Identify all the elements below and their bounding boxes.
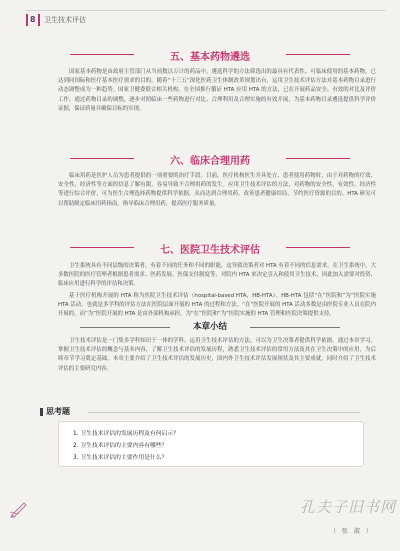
paragraph-essential-drugs: 国家基本药物是由政府主管部门从当前数以万计的药品中，遴选科学的方法筛选出的最具有代表性、可临床使用的基本药物，已达到同国际和医疗基本医疗需求的目的。随着“十三五”深化医药卫生体制改革规划出台，运用卫生技术评估方法对基本药物目录进行动态调整成为一种趋势。国家卫健委联合相关机构，在全国推行循证 HTA 应用 HTA 的方法，已在开展药品安全、有效的对比及评价工作，通过药物目录的调整，逐步对照临床一些药物进行对比、合理利用及合理实施的有效开展，为基本药物目录遴选提供科学评价证据，保证质量并确保目标的实现。 xyxy=(58,69,376,112)
summary-heading-text: 本章小结 xyxy=(192,322,227,332)
heading-rule-left xyxy=(70,247,134,248)
heading-rule-left xyxy=(80,327,170,328)
header-accent-bar xyxy=(26,14,28,26)
heading-rule-right xyxy=(286,54,350,55)
questions-heading-rule xyxy=(88,412,360,413)
paragraph-hospital-hta-1: 卫生系统具有不同层级的决策者，有着不同的任务和不同的职能，这导致决策者对 HTA 有着不同的信息需求。在卫生系统中，大多数医院的医疗管理者根据患者需求、医药发展、医保支付制度等，对院内 HTA 来决定引入和使用卫生技术，因此加入需要对投资、临床应用进行科学的评估和决策。 xyxy=(58,263,376,288)
questions-box xyxy=(58,421,364,467)
question-item: 3. 卫生技术评估的主要作用是什么？ xyxy=(73,455,168,461)
heading-rule-left xyxy=(70,54,134,55)
running-title: 卫生技术评估 xyxy=(44,16,86,24)
author-credit: （ 张 淑 ） xyxy=(330,528,374,535)
heading-rule-right xyxy=(250,327,340,328)
section-heading-essential-drugs xyxy=(60,48,360,63)
section-heading-rational-drug-use xyxy=(60,152,360,167)
heading-rule-right xyxy=(286,158,350,159)
section-heading-text: 七、医院卫生技术评估 xyxy=(160,245,260,256)
question-item: 1. 卫生技术评估的发展历程及有何启示？ xyxy=(73,431,179,437)
heading-rule-right xyxy=(286,247,350,248)
watermark-text: 孔夫子旧书网 xyxy=(300,498,397,516)
questions-heading-text: 思考题 xyxy=(46,407,70,416)
paragraph-rational-drug-use: 临床用药是医护人员为患者提供的一项重要的治疗手段。目前，医疗机构医生开具处方、患者使用药物时，由于对药物的疗效、安全性、经济性等方面的信息了解有限，容易导致不合理用药的发生。应用卫生技术评估的方法，对药物的安全性、有效性、经济性等进行综合评价，可为医生合理选择药物提供科学依据，从而达到合理用药、改善患者健康结局、节约医疗资源的目的。HTA 研究可以帮助制定临床用药指南，指导临床合理用药，提高医疗服务质量。 xyxy=(58,173,376,207)
paragraph-hospital-hta-2: 基于医疗机构开展的 HTA 称为医院卫生技术评估（hospital-based HTA，HB-HTA）。HB-HTA 包括“在”医院和“为”医院实施 HTA 活动，也就是多学科的评估方法在医院层面开展的 HTA 的过程和方法。“在”医院开展的 HTA 活动多数是由医院专业人员在院内开展的，而“为”医院开展的 HTA 是由外部机构承担，为“在”医院和“为”医院实施的 HTA 管理和医院决策提供支持。 xyxy=(58,293,376,318)
paragraph-chapter-summary: 卫生技术评估是一门集多学科知识于一体的学科，运用卫生技术评估的方法，可以为卫生决策者提供科学依据。通过本章学习，掌握卫生技术评估的概念与基本内容，了解卫生技术评估的发展历程，熟悉卫生技术评估的常用方法及其在卫生决策中的应用，为后续章节学习奠定基础。本章主要介绍了卫生技术评估的发展历史，国内外卫生技术评估发展现状及其主要成就，同时介绍了卫生技术评估的主要研究内容。 xyxy=(58,338,376,372)
header-rule xyxy=(26,10,386,11)
question-item: 2. 卫生技术评估的主要内容有哪些？ xyxy=(73,443,168,449)
page-number: 8 xyxy=(30,15,36,24)
header-divider-bar xyxy=(38,14,40,26)
section-heading-text: 五、基本药物遴选 xyxy=(170,52,250,63)
section-heading-hospital-hta xyxy=(60,241,360,256)
pencil-icon xyxy=(9,498,29,518)
heading-rule-left xyxy=(70,158,134,159)
chapter-summary-heading xyxy=(60,321,360,333)
questions-heading xyxy=(40,406,360,417)
section-heading-text: 六、临床合理用药 xyxy=(170,156,250,167)
questions-tag-marker xyxy=(40,408,43,416)
